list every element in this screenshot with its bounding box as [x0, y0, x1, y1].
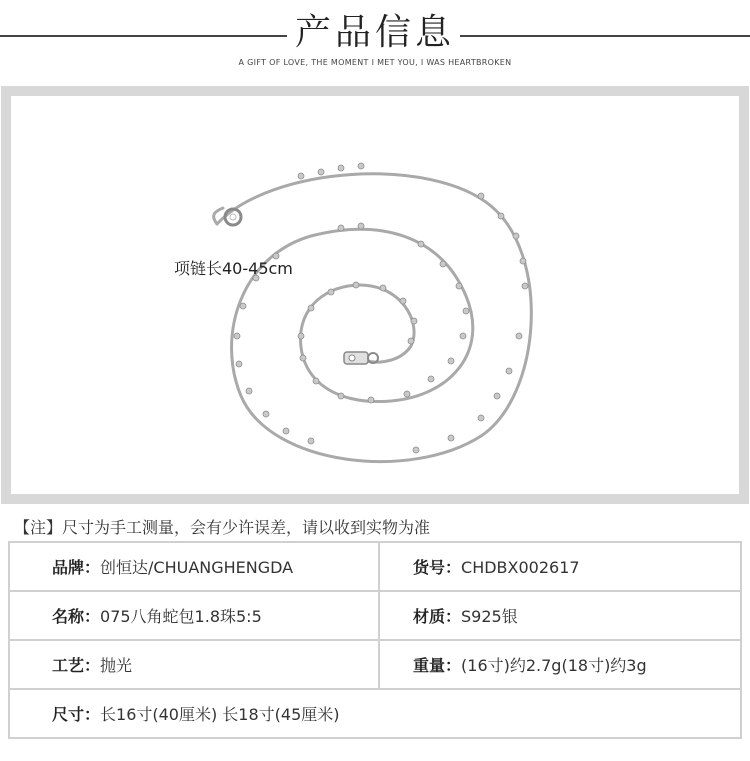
end-tag-icon	[344, 352, 378, 364]
spec-key-brand: 品牌：	[52, 558, 101, 577]
table-row	[9, 640, 741, 689]
table-row	[9, 591, 741, 640]
spec-cell-weight	[379, 640, 741, 689]
spec-cell-size	[9, 689, 741, 738]
spec-key-weight: 重量：	[413, 656, 462, 675]
page-subtitle: A GIFT OF LOVE, THE MOMENT I MET YOU, I WAS HEARTBROKEN	[238, 58, 512, 67]
spec-cell-craft	[9, 640, 379, 689]
spec-cell-material	[379, 591, 741, 640]
necklace-length-label: 项链长40-45cm	[174, 259, 293, 278]
measurement-note: 【注】尺寸为手工测量，会有少许误差，请以收到实物为准	[14, 518, 431, 537]
spec-key-material: 材质：	[413, 607, 462, 626]
spec-value-size: 长16寸(40厘米) 长18寸(45厘米)	[100, 705, 340, 724]
necklace-illustration	[11, 96, 739, 494]
spec-value-craft: 抛光	[100, 656, 133, 675]
table-row	[9, 689, 741, 738]
spec-cell-name	[9, 591, 379, 640]
spec-key-name: 名称：	[52, 607, 101, 626]
product-image	[11, 96, 739, 494]
spec-value-brand: 创恒达/CHUANGHENGDA	[100, 558, 294, 577]
spec-value-weight: (16寸)约2.7g(18寸)约3g	[461, 656, 647, 675]
product-image-frame	[1, 86, 749, 504]
page-title: 产品信息	[294, 12, 455, 53]
spec-cell-sku	[379, 542, 741, 591]
spec-key-craft: 工艺：	[52, 656, 101, 675]
spec-key-size: 尺寸：	[52, 705, 101, 724]
table-row	[9, 542, 741, 591]
spec-value-material: S925银	[461, 607, 518, 626]
spec-key-sku: 货号：	[413, 558, 462, 577]
spec-cell-brand	[9, 542, 379, 591]
product-spec-table	[8, 541, 742, 739]
spec-value-sku: CHDBX002617	[461, 558, 580, 577]
header-line-right	[460, 35, 750, 37]
spec-value-name: 075八角蛇包1.8珠5:5	[100, 607, 262, 626]
